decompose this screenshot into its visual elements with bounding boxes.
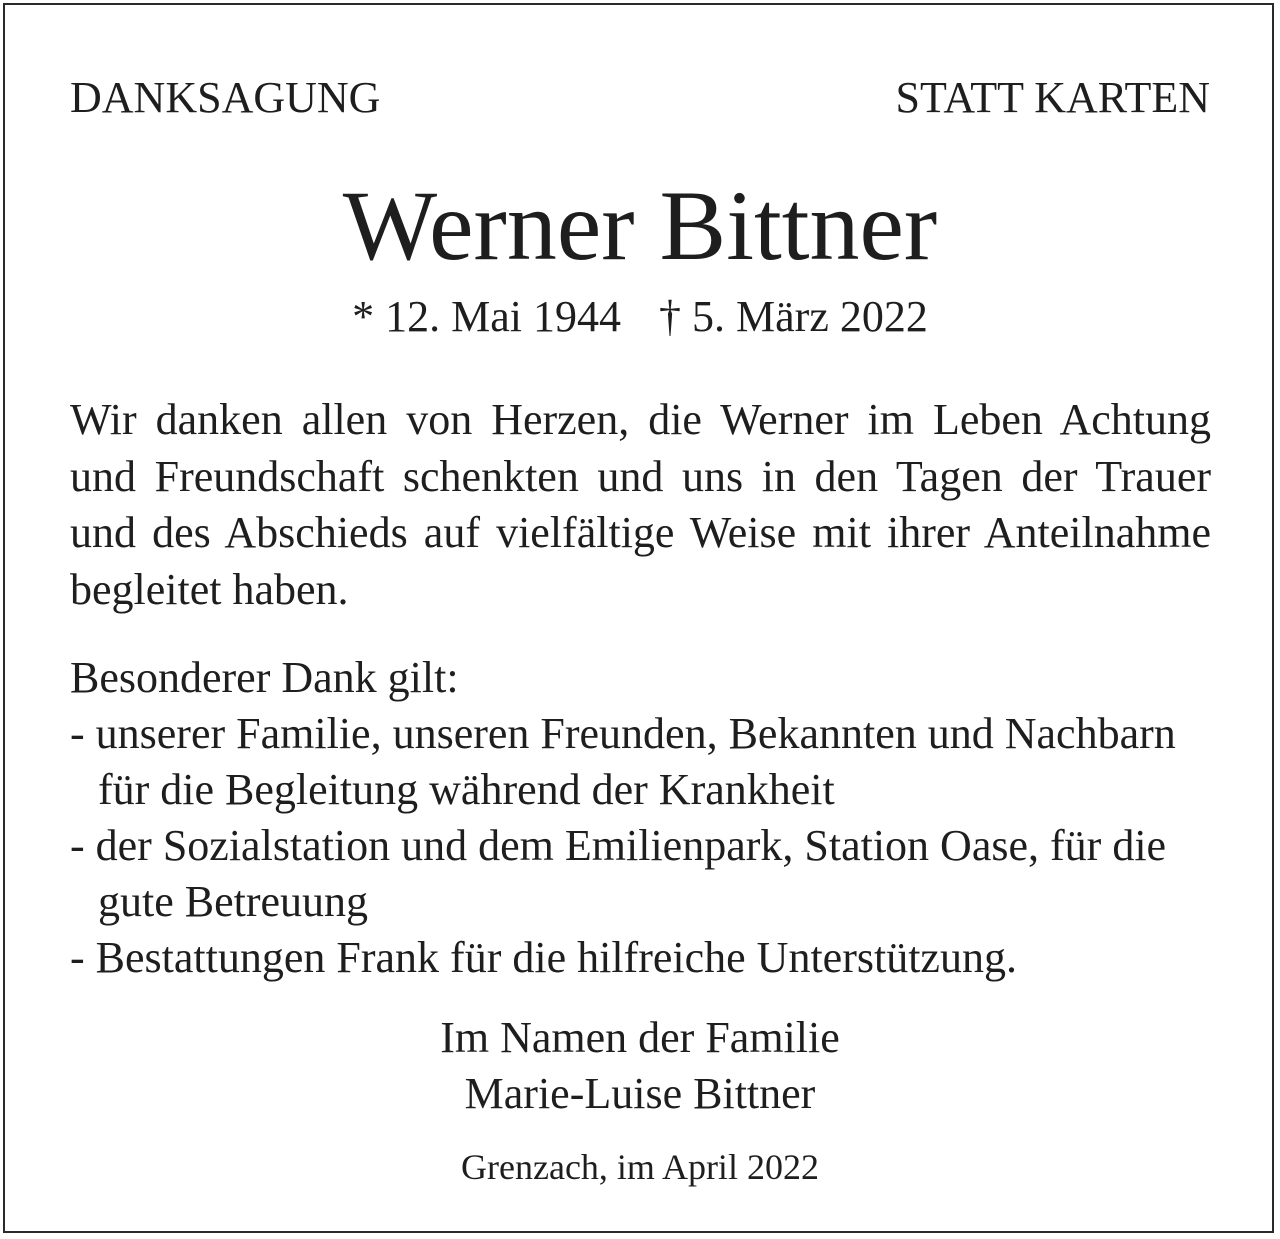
signature-line-family: Im Namen der Familie [440,1013,840,1062]
signature-block [0,1010,1280,1122]
special-thanks-item: - der Sozialstation und dem Emilienpark, Station Oase, für die gute Betreuung [70,821,1167,926]
thanks-paragraph: Wir danken allen von Herzen, die Werner im Leben Achtung und Freundschaft schenkten und uns in den Tagen der Trauer und des Abschieds auf vielfältige Weise mit ihrer Anteilnahme begleitet haben. [70,395,1211,614]
death-date: † 5. März 2022 [659,292,928,341]
signature-line-name: Marie-Luise Bittner [464,1069,816,1118]
header-statt-karten: STATT KARTEN [895,73,1210,122]
special-thanks-item: - Bestattungen Frank für die hilfreiche Unterstützung. [70,933,1017,982]
birth-date: * 12. Mai 1944 [352,292,622,341]
place-date: Grenzach, im April 2022 [461,1147,819,1187]
life-dates [0,290,1280,344]
header-danksagung: DANKSAGUNG [70,73,381,122]
special-thanks-heading: Besonderer Dank gilt: [70,653,459,702]
deceased-name: Werner Bittner [342,170,938,281]
special-thanks [70,650,1211,986]
special-thanks-item: - unserer Familie, unseren Freunden, Bekannten und Nachbarn für die Begleitung während der Krankheit [70,709,1176,814]
